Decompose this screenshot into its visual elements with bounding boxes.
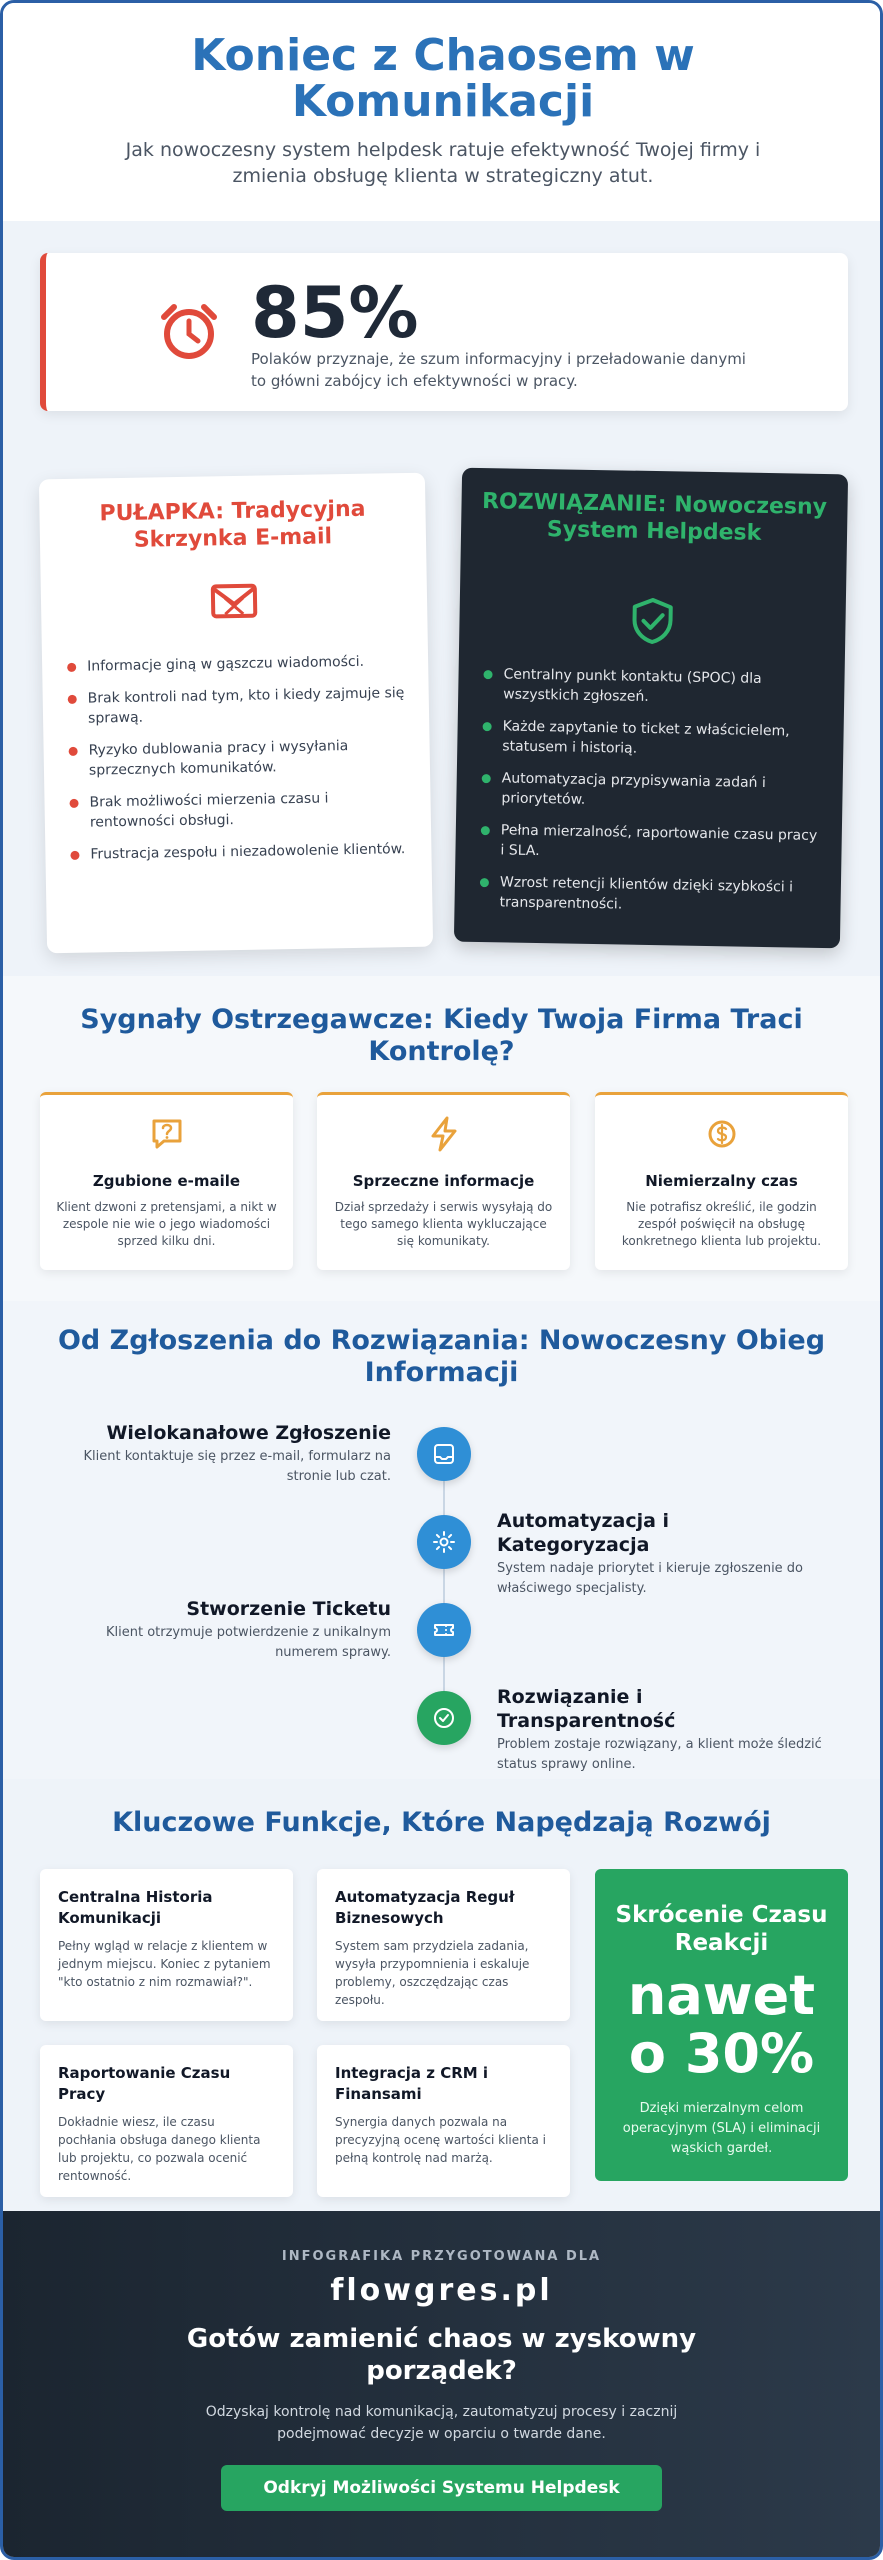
list-item: Pełna mierzalność, raportowanie czasu pracy i SLA.	[480, 820, 821, 866]
trap-card	[39, 473, 433, 954]
flow-step-title: Automatyzacja i Kategoryzacja	[497, 1510, 670, 1556]
highlight-text: Dzięki mierzalnym celom operacyjnym (SLA) i eliminacji wąskich gardeł.	[622, 2101, 821, 2156]
cta-button[interactable]: Odkryj Możliwości Systemu Helpdesk	[221, 2465, 662, 2511]
warning-card-title: Zgubione e-maile	[92, 1172, 241, 1190]
flow-section	[3, 1301, 880, 1779]
warning-card	[317, 1092, 570, 1270]
trap-list	[67, 651, 411, 877]
footer-title: Gotów zamienić chaos w zyskowny porządek?	[186, 2324, 697, 2386]
solution-card	[454, 468, 848, 949]
highlight-card	[595, 1869, 848, 2181]
warning-card-title: Sprzeczne informacje	[352, 1172, 535, 1190]
inbox-icon	[432, 1442, 456, 1466]
footer	[3, 2211, 880, 2560]
footer-brand: flowgres.pl	[330, 2273, 553, 2308]
gear-icon	[432, 1530, 456, 1554]
flow-step	[497, 1509, 827, 1599]
trap-title: PUŁAPKA: Tradycyjna Skrzynka E-mail	[99, 496, 366, 553]
highlight-value: nawet o 30%	[627, 1964, 816, 2085]
flow-step-text: System nadaje priorytet i kieruje zgłoszenie do właściwego specjalisty.	[497, 1561, 804, 1596]
clock-alert-icon	[156, 299, 222, 365]
feature-title: Automatyzacja Reguł Biznesowych	[335, 1888, 515, 1927]
highlight-title: Skrócenie Czasu Reakcji	[615, 1902, 828, 1956]
list-item: Ryzyko dublowania pracy i wysyłania sprzecznych komunikatów.	[68, 735, 409, 781]
flow-step-title: Wielokanałowe Zgłoszenie	[106, 1422, 391, 1444]
features-section	[3, 1779, 880, 2211]
solution-list	[479, 664, 823, 930]
lightning-icon	[425, 1115, 463, 1153]
flow-line	[443, 1451, 445, 1721]
feature-title: Integracja z CRM i Finansami	[335, 2064, 489, 2103]
ticket-icon	[432, 1618, 456, 1642]
feature-text: Dokładnie wiesz, ile czasu pochłania obsługa danego klienta lub projektu, co pozwala ocenić rentowność.	[58, 2115, 261, 2183]
header	[3, 3, 880, 221]
flow-title: Od Zgłoszenia do Rozwiązania: Nowoczesny Obieg Informacji	[57, 1325, 826, 1388]
flow-step-title: Stworzenie Ticketu	[186, 1598, 391, 1620]
flow-step	[497, 1685, 827, 1775]
warning-card-text: Klient dzwoni z pretensjami, a nikt w zespole nie wie o jego wiadomości sprzed kilku dni.	[56, 1200, 277, 1248]
flow-node	[417, 1603, 471, 1657]
mail-x-icon	[209, 576, 260, 627]
warning-card-text: Nie potrafisz określić, ile godzin zespół poświęcił na obsługę konkretnego klienta lub projektu.	[621, 1200, 822, 1248]
list-item: Frustracja zespołu i niezadowolenie klientów.	[70, 839, 410, 865]
flow-step	[61, 1597, 391, 1663]
list-item: Każde zapytanie to ticket z właścicielem, statusem i historią.	[482, 716, 823, 762]
warning-section	[3, 976, 880, 1301]
flow-step-text: Klient otrzymuje potwierdzenie z unikalnym numerem sprawy.	[105, 1625, 391, 1660]
stat-text: Polaków przyznaje, że szum informacyjny i przeładowanie danymi to główni zabójcy ich efektywności w pracy.	[251, 350, 746, 390]
feature-card	[317, 1869, 570, 2021]
solution-title: ROZWIĄZANIE: Nowoczesny System Helpdesk	[481, 489, 828, 546]
check-circle-icon	[432, 1706, 456, 1730]
feature-title: Centralna Historia Komunikacji	[58, 1888, 213, 1927]
flow-step-text: Problem zostaje rozwiązany, a klient może śledzić status sprawy online.	[497, 1737, 822, 1772]
stat-section	[3, 221, 880, 446]
coin-icon	[703, 1115, 741, 1153]
warning-card	[40, 1092, 293, 1270]
message-question-icon	[148, 1115, 186, 1153]
list-item: Centralny punkt kontaktu (SPOC) dla wszystkich zgłoszeń.	[483, 664, 824, 710]
shield-check-icon	[627, 596, 678, 647]
flow-node	[417, 1427, 471, 1481]
feature-text: Synergia danych pozwala na precyzyjną ocenę wartości klienta i pełną kontrolę nad marżą.	[335, 2115, 546, 2165]
page-subtitle: Jak nowoczesny system helpdesk ratuje efektywność Twojej firmy i zmienia obsługę klienta w strategiczny atut.	[125, 139, 761, 187]
features-title: Kluczowe Funkcje, Które Napędzają Rozwój	[112, 1807, 771, 1838]
feature-text: System sam przydziela zadania, wysyła przypomnienia i eskaluje problemy, oszczędzając czas zespołu.	[335, 1939, 530, 2007]
flow-node	[417, 1515, 471, 1569]
flow-step-text: Klient kontaktuje się przez e-mail, formularz na stronie lub czat.	[83, 1449, 391, 1484]
list-item: Automatyzacja przypisywania zadań i priorytetów.	[481, 768, 822, 814]
flow-node	[417, 1691, 471, 1745]
list-item: Wzrost retencji klientów dzięki szybkości i transparentności.	[479, 872, 820, 918]
warning-card-text: Dział sprzedaży i serwis wysyłają do tego samego klienta wykluczające się komunikaty.	[334, 1200, 553, 1248]
flow-step	[61, 1421, 391, 1487]
footer-pretitle: INFOGRAFIKA PRZYGOTOWANA DLA	[281, 2249, 602, 2264]
feature-title: Raportowanie Czasu Pracy	[58, 2064, 231, 2103]
warning-card	[595, 1092, 848, 1270]
list-item: Brak kontroli nad tym, kto i kiedy zajmuje się sprawą.	[68, 683, 409, 729]
warning-card-title: Niemierzalny czas	[645, 1172, 798, 1190]
feature-text: Pełny wgląd w relacje z klientem w jednym miejscu. Koniec z pytaniem "kto ostatnio z nim rozmawiał?".	[58, 1939, 271, 1989]
footer-text: Odzyskaj kontrolę nad komunikacją, zautomatyzuj procesy i zacznij podejmować decyzje w oparciu o twarde dane.	[205, 2404, 678, 2442]
feature-card	[40, 1869, 293, 2021]
page-title: Koniec z Chaosem w Komunikacji	[191, 30, 695, 127]
stat-value: 85%	[251, 272, 419, 354]
feature-card	[317, 2045, 570, 2197]
flow-step-title: Rozwiązanie i Transparentność	[497, 1686, 676, 1732]
comparison-section	[3, 446, 880, 976]
warning-title: Sygnały Ostrzegawcze: Kiedy Twoja Firma Traci Kontrolę?	[80, 1004, 803, 1067]
stat-card	[40, 253, 848, 411]
feature-card	[40, 2045, 293, 2197]
list-item: Informacje giną w gąszczu wiadomości.	[67, 651, 407, 677]
list-item: Brak możliwości mierzenia czasu i rentowności obsługi.	[69, 787, 410, 833]
